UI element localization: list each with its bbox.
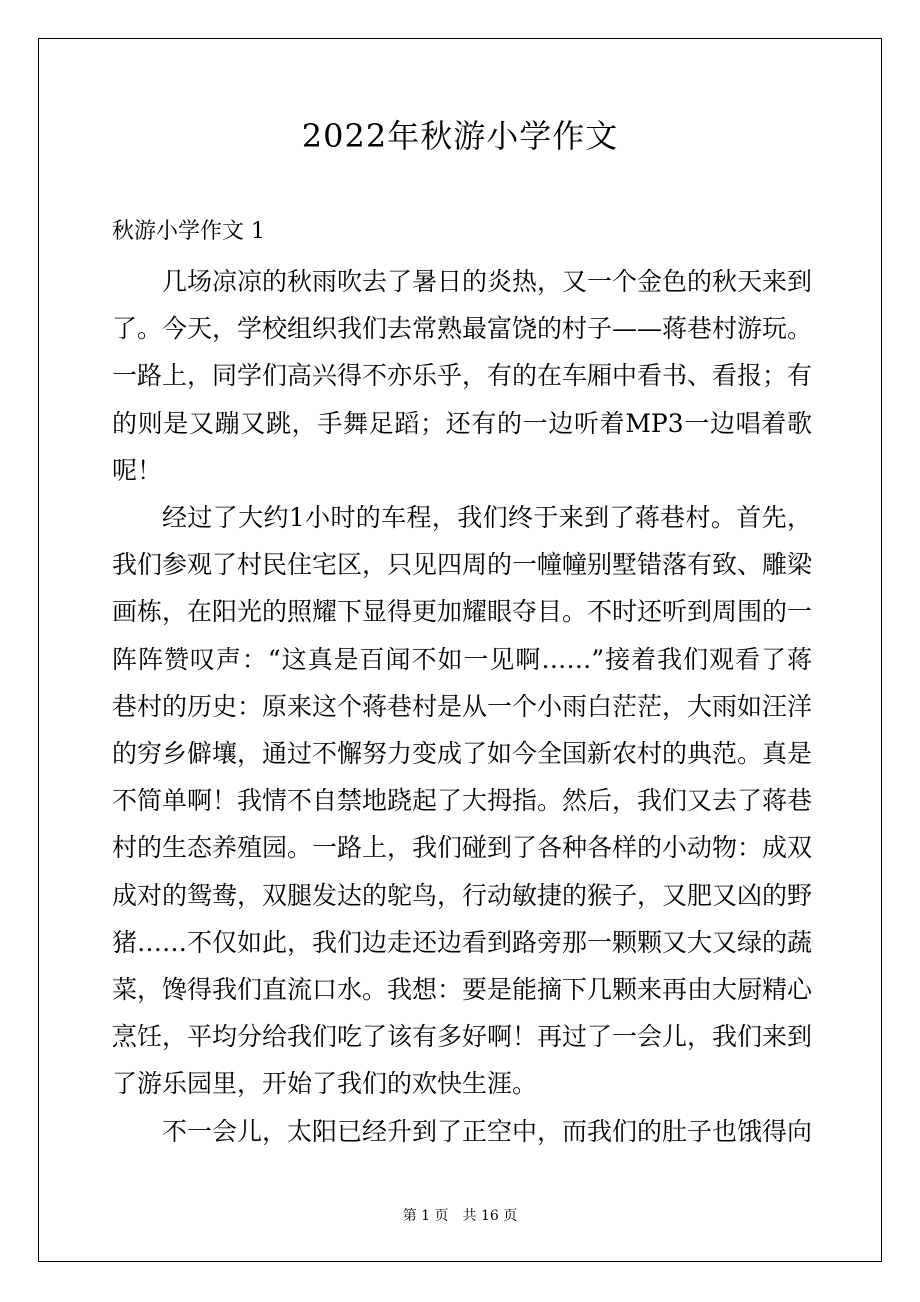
paragraph-1: 几场凉凉的秋雨吹去了暑日的炎热，又一个金色的秋天来到了。今天，学校组织我们去常熟最富饶的村子——蒋巷村游玩。一路上，同学们高兴得不亦乐乎，有的在车厢中看书、看报；有的则是又蹦又跳，手舞足蹈；还有的一边听着MP3一边唱着歌呢！: [112, 267, 813, 485]
essay-body: [112, 258, 812, 1155]
section-heading: 秋游小学作文 1: [112, 219, 265, 244]
document-title: 2022年秋游小学作文: [301, 117, 619, 155]
paragraph-2: 经过了大约1小时的车程，我们终于来到了蒋巷村。首先，我们参观了村民住宅区，只见四周的一幢幢别墅错落有致、雕梁画栋，在阳光的照耀下显得更加耀眼夺目。不时还听到周围的一阵阵赞叹声：“这真是百闻不如一见啊……”接着我们观看了蒋巷村的历史：原来这个蒋巷村是从一个小雨白茫茫，大雨如汪洋的穷乡僻壤，通过不懈努力变成了如今全国新农村的典范。真是不简单啊！我情不自禁地跷起了大拇指。然后，我们又去了蒋巷村的生态养殖园。一路上，我们碰到了各种各样的小动物：成双成对的鸳鸯，双腿发达的鸵鸟，行动敏捷的猴子，又肥又凶的野猪……不仅如此，我们边走还边看到路旁那一颗颗又大又绿的蔬菜，馋得我们直流口水。我想：要是能摘下几颗来再由大厨精心烹饪，平均分给我们吃了该有多好啊！再过了一会儿，我们来到了游乐园里，开始了我们的欢快生涯。: [112, 503, 813, 1099]
paragraph-3: 不一会儿，太阳已经升到了正空中，而我们的肚子也饿得向: [162, 1116, 813, 1146]
page-number-footer: 第 1 页 共 16 页: [402, 1208, 518, 1224]
